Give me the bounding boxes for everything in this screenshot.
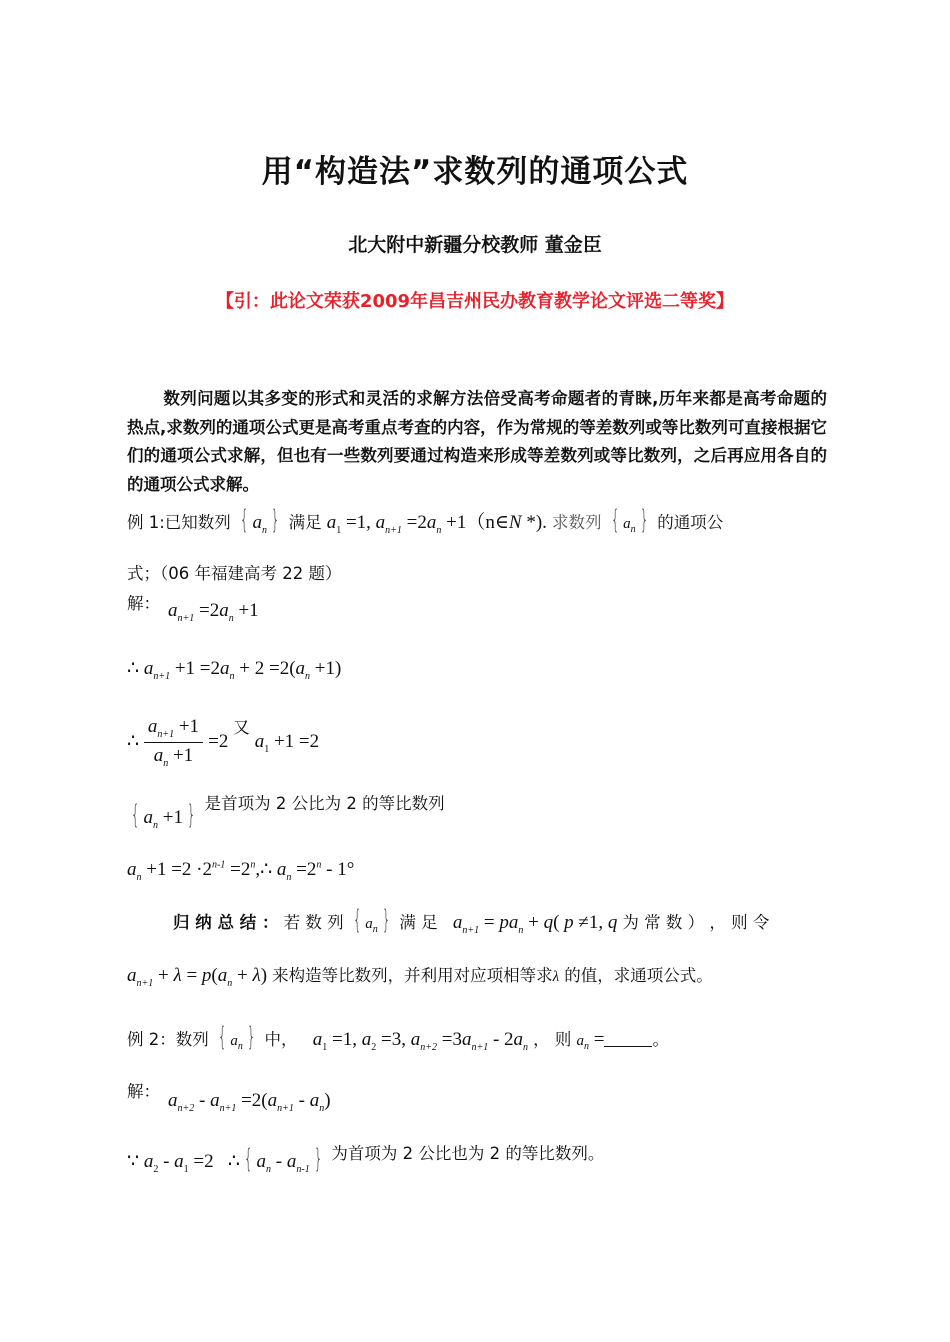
end-mark: 。 [652, 1030, 669, 1049]
suffix-text: 的通项公 [657, 513, 724, 532]
award-note: 【引：此论文荣获2009年昌吉州民办教育教学论文评选二等奖】 [215, 291, 735, 312]
intro-paragraph [127, 385, 827, 499]
author-line: 北大附中新疆分校教师 董金臣 [348, 234, 602, 256]
example-2-label: 例 2：数列 [127, 1030, 209, 1049]
solution-2-label: 解： [127, 1082, 160, 1101]
eq-6: $a_{n+2} - a_{n+1} =2(a_{n+1} - a_n)$ [168, 1090, 331, 1114]
summary-line-2: $a_{n+1} + \lambda = p(a_n + \lambda)$ 来构造等比数列，并利用对应项相等求λ 的值，求通项公式。 [127, 965, 713, 989]
summary-text-1: 若 数 列 [283, 913, 344, 932]
ask-text: 求数列 [552, 513, 602, 532]
summary-line-1: 归 纳 总 结 ： 若 数 列 { $a_n$ } 满 足 $a_{n+1} = pa_n + q$( p ≠1, q 为 常 数 ） ， 则 令 [173, 905, 770, 936]
eq-3: ∴ $\frac{a_{n+1} +1}{a_n +1}$ =2 又 $a_1 +1 =2$ [127, 716, 320, 769]
summary-text-4: 来构造等比数列，并利用对应项相等求 [272, 966, 553, 985]
page-title: 用“构造法”求数列的通项公式 [261, 154, 689, 190]
summary-text-3: 为 常 数 ） ， 则 令 [622, 913, 770, 932]
eq-5: $a_n +1 =2 \cdot 2^{n-1}$ $=2^n,\therefore$ $a_n =2^n - 1^\circ$ [127, 859, 355, 883]
summary-text-5: 的值，求通项公式。 [564, 966, 713, 985]
summary-text-2: 满 足 [399, 913, 438, 932]
ze-text: ， 则 [533, 1030, 572, 1049]
example-2-line: 例 2：数列 { $a_n$ } 中， $a_1 =1$, $a_2 =3$, $a_{n+2} =3a_{n+1} - 2a_n$ ， 则 $a_n$ = 。 [127, 1022, 669, 1053]
eq-2: ∴ $a_{n+1} +1 =2a_n + 2 =2(a_n +1)$ [127, 658, 342, 682]
answer-blank [604, 1034, 652, 1047]
solution-1-label: 解： [127, 594, 160, 613]
eq-4: { $a_n +1$ } 是首项为 2 公比为 2 的等比数列 [131, 794, 445, 831]
example-1-line: 例 1:已知数列 { $a_n$ } 满足 $a_1 =1$, $a_{n+1} =2a_n$ +1（n∈N *). 求数列 { $a_n$ } 的通项公 [127, 505, 724, 536]
intro-text: 数列问题以其多变的形式和灵活的求解方法倍受高考命题者的青睐,历年来都是高考命题的热点,求数列的通项公式更是高考重点考查的内容，作为常规的等差数列或等比数列可直接根据它们的通项公式求解，但也有一些数列要通过构造来形成等差数列或等比数列，之后再应用各自的的通项公式求解。 [127, 389, 827, 494]
eq-1: $a_{n+1} =2a_n +1$ [168, 600, 259, 624]
conclusion-2: 为首项为 2 公比也为 2 的等比数列。 [331, 1144, 605, 1163]
conclusion-1: 是首项为 2 公比为 2 的等比数列 [204, 794, 445, 813]
summary-label: 归 纳 总 结 ： [173, 913, 279, 932]
zhong-text: 中， [264, 1030, 298, 1049]
example-1-source: 式；（06 年福建高考 22 题） [127, 564, 342, 583]
example-1-label: 例 1:已知数列 [127, 513, 231, 532]
eq-7: ∵ $a_2 - a_1 =2$ ∴ { $a_n - a_{n-1}$ } 为首项为 2 公比也为 2 的等比数列。 [127, 1144, 605, 1175]
satisfy-text: 满足 [288, 513, 322, 532]
also-text: 又 [233, 718, 250, 737]
